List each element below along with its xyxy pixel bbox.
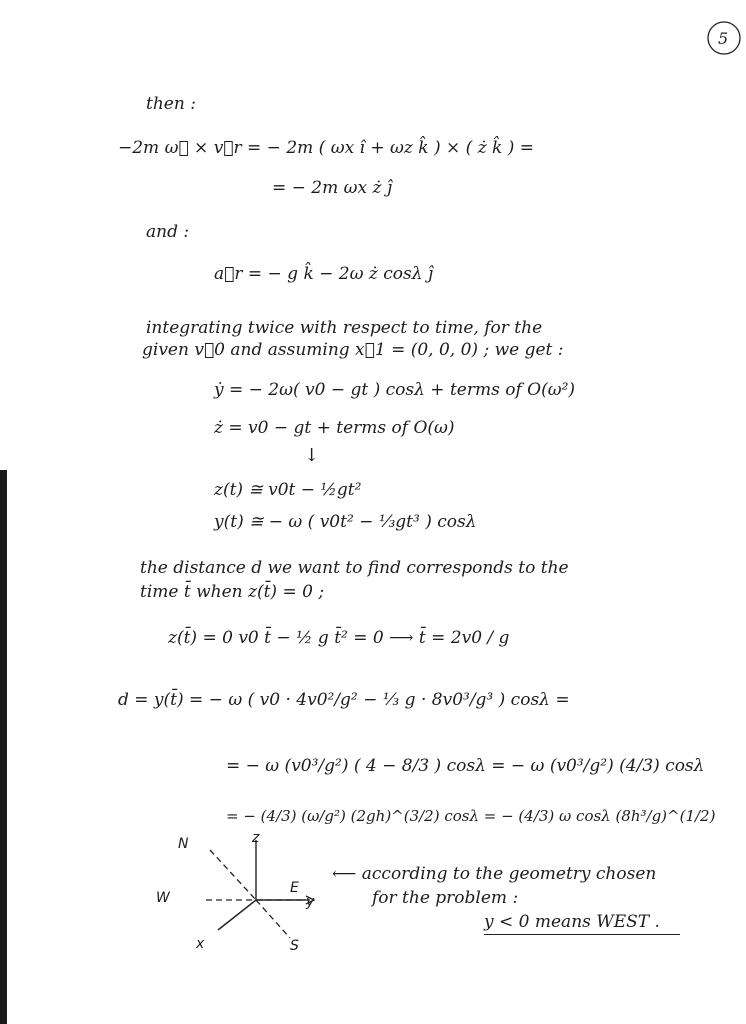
label-y: y <box>306 894 315 910</box>
line-d-equals: d = y(t̄) = − ω ( v0 · 4v0²/g² − ⅓ g · 8v0³/g³ ) cosλ = <box>118 690 570 710</box>
line-z-tbar-zero: z(t̄) = 0 v0 t̄ − ½ g t̄² = 0 ⟶ t̄ = 2v0 / g <box>168 628 510 648</box>
line-then: then : <box>146 94 196 114</box>
line-and: and : <box>146 222 190 242</box>
scan-edge-bar <box>0 470 7 1024</box>
line-simplify-1: = − ω (v0³/g²) ( 4 − 8/3 ) cosλ = − ω (v0³/g²) (4/3) cosλ <box>226 756 705 776</box>
label-z: z <box>252 830 260 846</box>
label-west: W <box>156 890 170 906</box>
line-integrating: integrating twice with respect to time, for the <box>146 318 543 338</box>
line-given-v0: given v⃗0 and assuming x⃗1 = (0, 0, 0) ; we get : <box>142 340 564 360</box>
west-underline <box>484 934 680 935</box>
line-for-problem: for the problem : <box>372 888 519 908</box>
line-ydot: ẏ = − 2ω( v0 − gt ) cosλ + terms of O(ω²) <box>214 380 576 400</box>
line-coriolis-cross: −2m ω⃗ × v⃗r = − 2m ( ωx î + ωz k̂ ) × ( ż k̂ ) = <box>118 138 535 158</box>
line-acceleration: a⃗r = − g k̂ − 2ω ż cosλ ĵ <box>214 264 434 284</box>
page-number: 5 <box>718 29 729 48</box>
label-north: N <box>178 836 189 852</box>
line-time-tbar: time t̄ when z(t̄) = 0 ; <box>140 582 325 602</box>
line-according: ⟵ according to the geometry chosen <box>332 864 657 884</box>
line-coriolis-result: = − 2m ωx ż ĵ <box>272 178 393 198</box>
line-y-of-t: y(t) ≅ − ω ( v0t² − ⅓gt³ ) cosλ <box>214 512 477 532</box>
line-distance-d: the distance d we want to find corresponds to the <box>140 558 569 578</box>
line-arrow-down: ↓ <box>304 445 320 466</box>
label-south: S <box>290 938 299 954</box>
line-zdot: ż = v0 − gt + terms of O(ω) <box>214 418 455 438</box>
line-z-of-t: z(t) ≅ v0t − ½gt² <box>214 480 362 500</box>
label-x: x <box>196 936 205 952</box>
label-east: E <box>290 880 299 896</box>
page-number-circle <box>702 18 746 58</box>
line-simplify-2: = − (4/3) (ω/g²) (2gh)^(3/2) cosλ = − (4/3) ω cosλ (8h³/g)^(1/2) <box>226 807 716 825</box>
line-means-west: y < 0 means WEST . <box>484 912 660 932</box>
